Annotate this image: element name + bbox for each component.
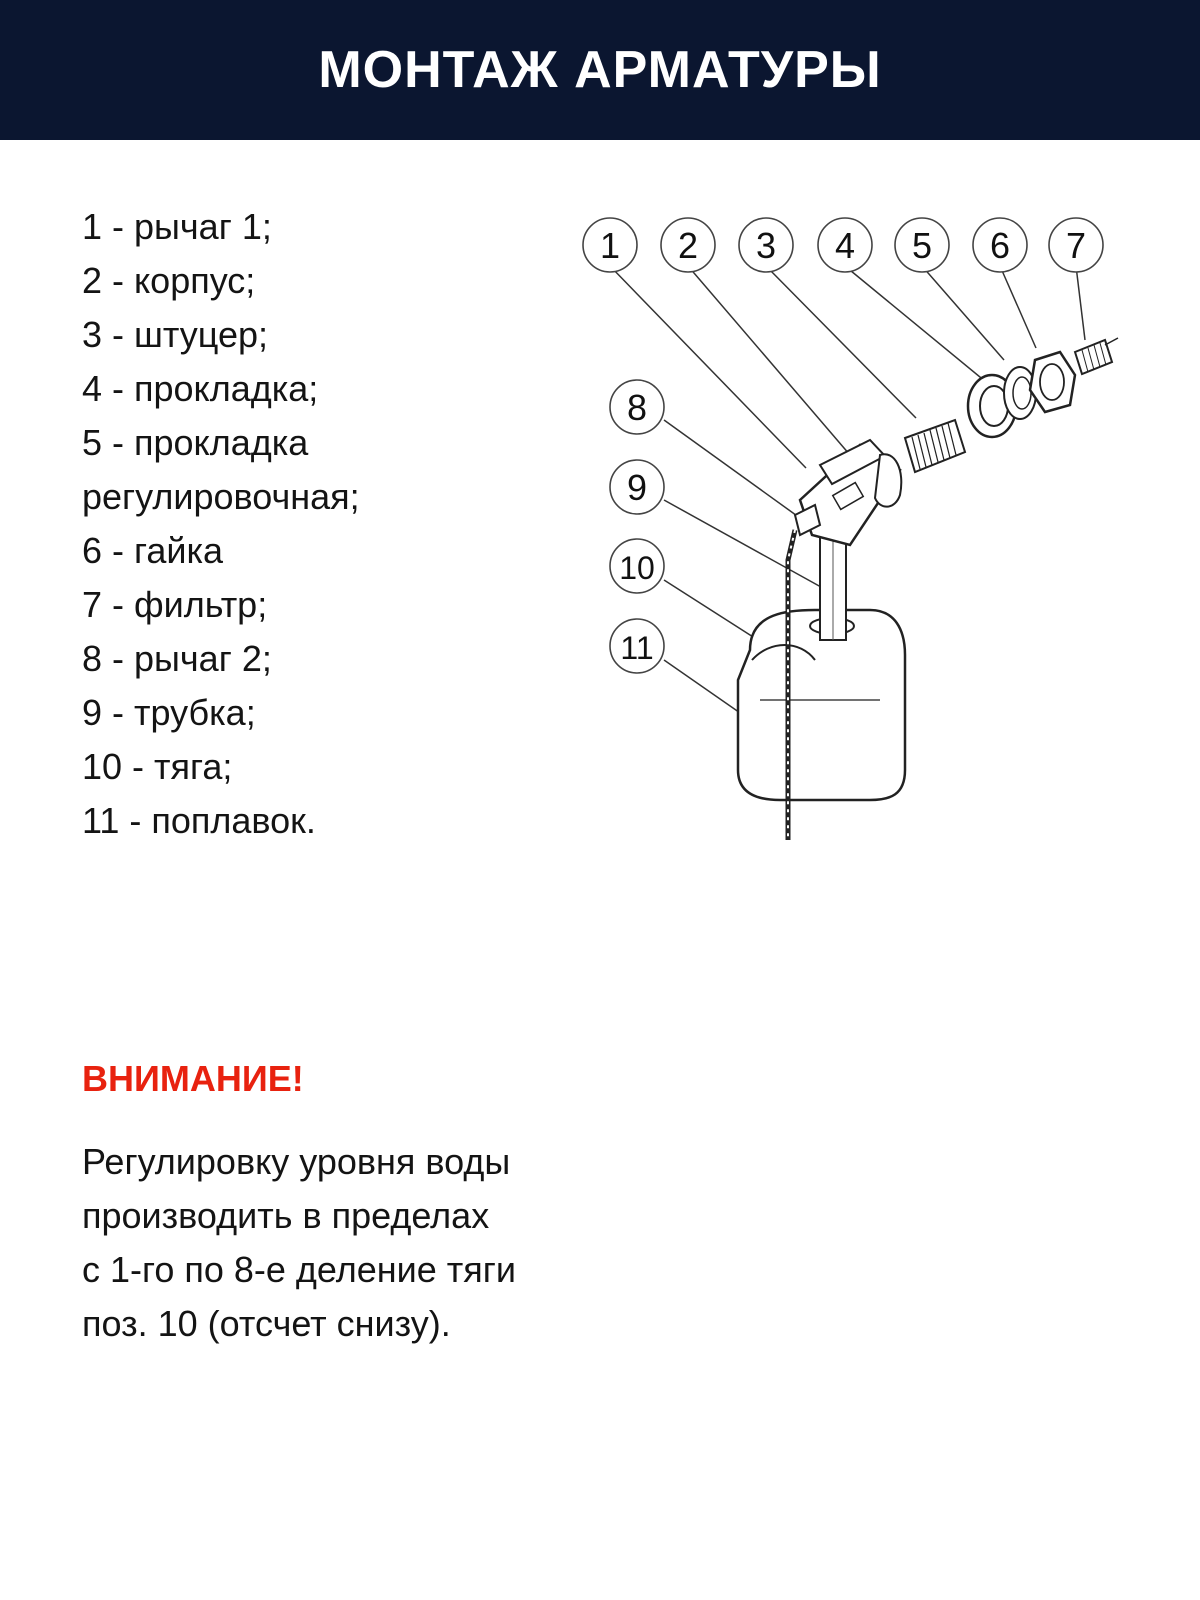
attention-note	[82, 1135, 642, 1351]
fill-valve-diagram	[570, 210, 1130, 850]
legend-item: 4 - прокладка;	[82, 368, 319, 409]
nut	[1030, 352, 1075, 412]
legend-item: 9 - трубка;	[82, 692, 256, 733]
legend-item: 7 - фильтр;	[82, 584, 268, 625]
callout-label: 5	[911, 225, 933, 266]
callout-label: 3	[755, 225, 777, 266]
legend-item: регулировочная;	[82, 476, 360, 517]
callout-label: 1	[599, 225, 621, 266]
filter	[1075, 338, 1118, 374]
callout-label: 9	[626, 467, 648, 508]
callout-label: 10	[619, 550, 655, 586]
pipe	[820, 530, 846, 640]
attention-heading: ВНИМАНИЕ!	[82, 1058, 304, 1099]
note-line: Регулировку уровня воды	[82, 1141, 511, 1182]
callout-label: 2	[677, 225, 699, 266]
callout-label: 11	[620, 630, 654, 666]
note-line: производить в пределах	[82, 1195, 490, 1236]
legend-item: 11 - поплавок.	[82, 800, 316, 841]
legend-item: 8 - рычаг 2;	[82, 638, 272, 679]
threaded-connector	[905, 420, 965, 472]
legend-item: 5 - прокладка	[82, 422, 309, 463]
callout-label: 8	[626, 387, 648, 428]
valve-body	[795, 440, 901, 545]
legend-item: 2 - корпус;	[82, 260, 256, 301]
parts-legend	[82, 200, 542, 848]
legend-item: 6 - гайка	[82, 530, 224, 571]
page-title: МОНТАЖ АРМАТУРЫ	[318, 41, 882, 99]
callout-label: 7	[1065, 225, 1087, 266]
callout-label: 6	[989, 225, 1011, 266]
legend-item: 10 - тяга;	[82, 746, 233, 787]
header-banner	[0, 0, 1200, 140]
note-line: поз. 10 (отсчет снизу).	[82, 1303, 451, 1344]
legend-item: 3 - штуцер;	[82, 314, 269, 355]
note-line: с 1-го по 8-е деление тяги	[82, 1249, 517, 1290]
callout-label: 4	[834, 225, 856, 266]
legend-item: 1 - рычаг 1;	[82, 206, 272, 247]
